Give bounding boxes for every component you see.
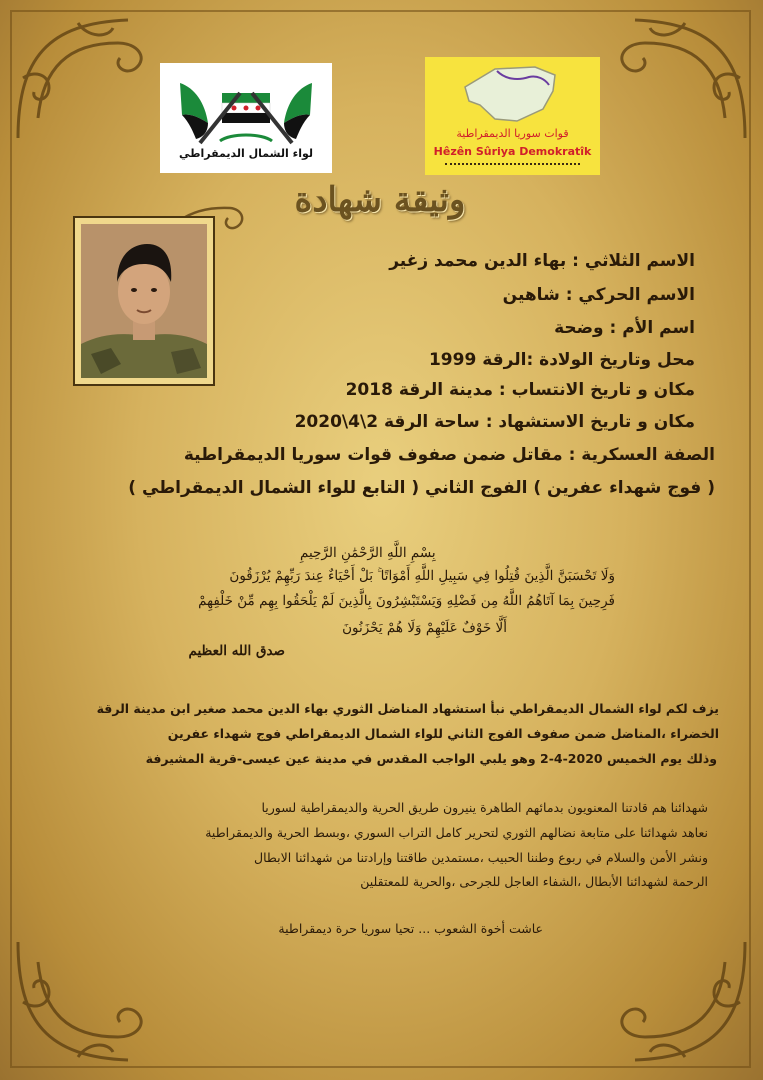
announcement-line-3: وذلك يوم الخميس 2020-4-2 وهو يلبي الواجب المقدس في مدينة عين عيسى-قرية المشيرفة bbox=[145, 751, 717, 766]
announcement-line-1: يزف لكم لواء الشمال الديمقراطي نبأ استشهاد المناضل الثوري بهاء الدين محمد صغير ابن مدينة الرقة bbox=[96, 701, 719, 716]
ornament-top-right bbox=[585, 8, 755, 148]
pledge-line-3: ونشر الأمن والسلام في ربوع وطننا الحبيب ،مستمدين طاقتنا وإرادتنا من شهدائنا الابطال bbox=[254, 850, 708, 865]
field-mother-name: اسم الأم : وضحة bbox=[554, 318, 695, 338]
field-unit: ( فوج شهداء عفرين ) الفوج الثاني ( التابع للواء الشمال الديمقراطي ) bbox=[128, 478, 715, 498]
verse-basmala: بِسْمِ اللَّهِ الرَّحْمَٰنِ الرَّحِيمِ bbox=[300, 545, 436, 561]
northern-democratic-brigade-logo bbox=[160, 63, 332, 173]
announcement-line-2: الخضراء ،المناضل ضمن صفوف الفوج الثاني للواء الشمال الديمقراطي فوج شهداء عفرين bbox=[167, 726, 719, 741]
ornament-bottom-right bbox=[585, 932, 755, 1072]
sdf-arabic-name: قوات سوريا الديمقراطية bbox=[456, 127, 569, 140]
verse-line-2: فَرِحِينَ بِمَا آتَاهُمُ اللَّهُ مِن فَضْلِهِ وَيَسْتَبْشِرُونَ بِالَّذِينَ لَمْ يَلْحَقُوا بِهِم مِّنْ خَلْفِهِمْ bbox=[198, 593, 615, 609]
pledge-line-2: نعاهد شهدائنا على متابعة نضالهم الثوري لتحرير كامل التراب السوري ،وبسط الحرية والديمقراطية bbox=[205, 825, 708, 840]
verse-line-3: أَلَّا خَوْفٌ عَلَيْهِمْ وَلَا هُمْ يَحْزَنُونَ bbox=[342, 620, 507, 636]
field-full-name: الاسم الثلاثي : بهاء الدين محمد زغير bbox=[389, 251, 695, 271]
syria-map-icon bbox=[425, 57, 600, 127]
sdf-logo bbox=[425, 57, 600, 175]
verse-closing: صدق الله العظيم bbox=[188, 643, 285, 659]
pledge-line-1: شهدائنا هم قادتنا المعنويون بدمائهم الطاهرة ينيرون طريق الحرية والديمقراطية لسوريا bbox=[261, 800, 708, 815]
sdf-kurdish-name: Hêzên Sûriya Demokratîk bbox=[433, 145, 592, 158]
field-enlistment: مكان و تاريخ الانتساب : مدينة الرقة 2018 bbox=[345, 380, 695, 400]
martyr-photo-frame bbox=[73, 216, 215, 386]
ornament-top-left bbox=[8, 8, 178, 148]
field-military-rank: الصفة العسكرية : مقاتل ضمن صفوف قوات سوريا الديمقراطية bbox=[183, 445, 715, 465]
field-martyrdom: مكان و تاريخ الاستشهاد : ساحة الرقة 2\4\2020 bbox=[294, 412, 695, 432]
page-title: وثيقة شهادة bbox=[294, 180, 466, 220]
verse-line-1: وَلَا تَحْسَبَنَّ الَّذِينَ قُتِلُوا فِي سَبِيلِ اللَّهِ أَمْوَاتًا ۚ بَلْ أَحْيَاءٌ عِندَ رَبِّهِمْ يُرْزَقُونَ bbox=[229, 568, 615, 584]
ornament-bottom-left bbox=[8, 932, 178, 1072]
field-nom-de-guerre: الاسم الحركي : شاهين bbox=[502, 285, 695, 305]
left-logo-caption: لواء الشمال الديمقراطي bbox=[178, 147, 313, 160]
pledge-line-4: الرحمة لشهدائنا الأبطال ،الشفاء العاجل للجرحى ،والحرية للمعتقلين bbox=[360, 874, 708, 889]
field-birth: محل وتاريخ الولادة :الرقة 1999 bbox=[428, 350, 695, 370]
closing-slogan: عاشت أخوة الشعوب ... تحيا سوريا حرة ديمقراطية bbox=[278, 921, 543, 936]
page-border bbox=[10, 10, 751, 1068]
sdf-syriac-name bbox=[445, 163, 580, 168]
martyr-photo bbox=[81, 224, 207, 378]
